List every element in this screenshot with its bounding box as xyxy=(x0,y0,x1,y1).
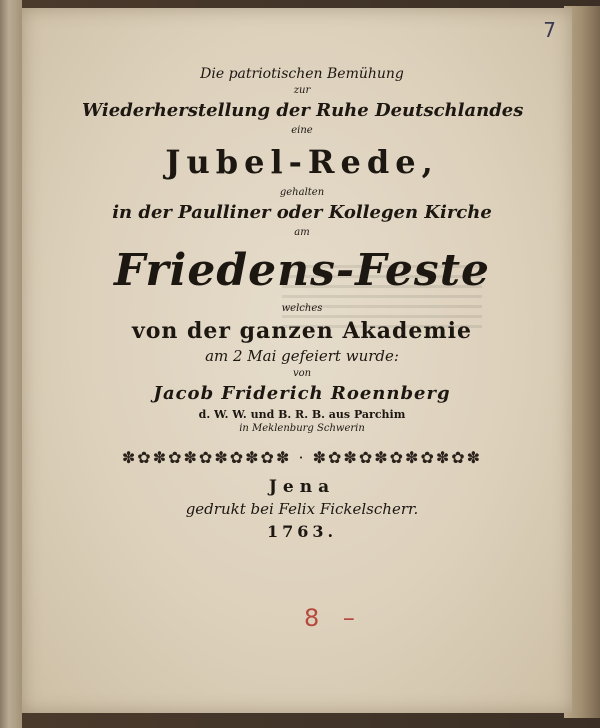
title-line-6: gehalten xyxy=(279,187,325,198)
title-line-2: zur xyxy=(293,85,311,96)
title-main-rede: Jubel-Rede, xyxy=(165,143,439,181)
title-line-11: von der ganzen Akademie xyxy=(131,318,473,344)
page-number: 7 xyxy=(543,18,556,42)
title-line-3: Wiederherstellung der Ruhe Deutschlandes xyxy=(82,100,524,121)
title-block xyxy=(82,64,522,544)
title-line-12: am 2 Mai gefeiert wurde: xyxy=(205,347,399,365)
author-origin: in Meklenburg Schwerin xyxy=(239,423,365,434)
title-page xyxy=(22,8,572,713)
author-name: Jacob Friderich Roennberg xyxy=(153,383,451,404)
title-line-7: in der Paulliner oder Kollegen Kirche xyxy=(112,202,492,223)
imprint-printer: gedrukt bei Felix Fickelscherr. xyxy=(185,500,419,518)
title-line-13: von xyxy=(292,368,312,379)
title-line-10: welches xyxy=(281,303,323,314)
title-line-4: eine xyxy=(291,125,313,136)
handwritten-mark: 8 – xyxy=(304,604,363,632)
imprint-place: Jena xyxy=(268,477,336,497)
author-degree: d. W. W. und B. R. B. aus Parchim xyxy=(198,408,406,421)
imprint-year: 1763. xyxy=(266,522,338,541)
title-line-8: am xyxy=(294,227,310,238)
previous-page-edge xyxy=(0,0,22,728)
title-line-1: Die patriotischen Bemühung xyxy=(200,66,404,82)
ornament-border: ✽✿✽✿✽✿✽✿✽✿✽ · ✽✿✽✿✽✿✽✿✽✿✽ xyxy=(121,448,483,467)
title-main-feste: Friedens-Feste xyxy=(113,245,491,296)
